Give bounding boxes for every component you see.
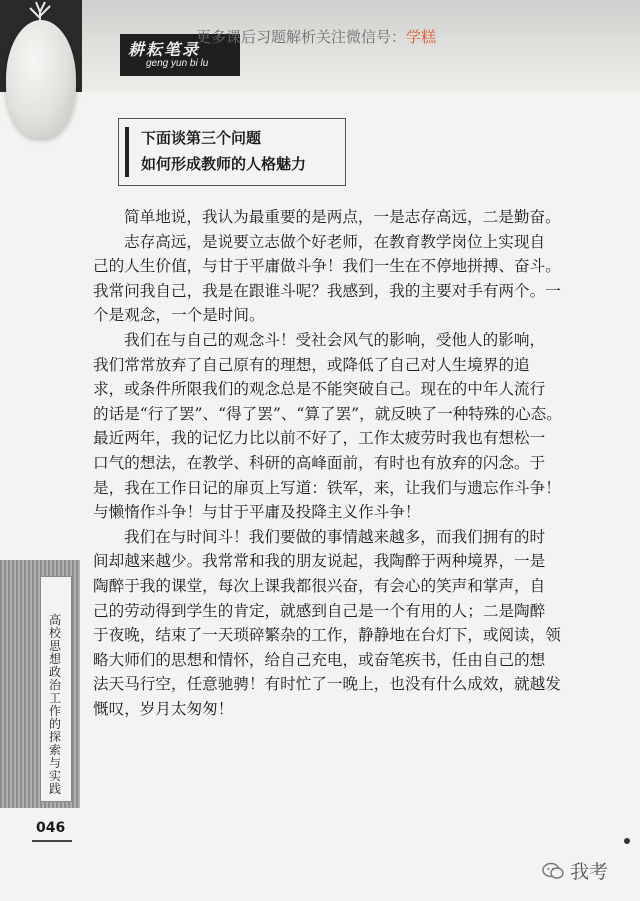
body-line: 法天马行空，任意驰骋！有时忙了一晚上，也没有什么成效，就越发 (93, 675, 561, 694)
body-line: 志存高远，是说要立志做个好老师，在教育教学岗位上实现自 (124, 232, 546, 251)
watermark-text: 更多课后习题解析关注微信号： (196, 28, 407, 46)
watermark-notice (196, 26, 436, 47)
body-text (93, 205, 585, 721)
body-line: 我们在与自己的观念斗！受社会风气的影响，受他人的影响， (124, 330, 546, 349)
sidebar-book-title: 高校思想政治工作的探索与实践 (48, 613, 61, 796)
body-line: 最近两年，我的记忆力比以前不好了，工作太疲劳时我也有想松一 (93, 429, 546, 448)
body-line: 我常问我自己，我是在跟谁斗呢？我感到，我的主要对手有两个。一 (93, 281, 561, 300)
egg-illustration (6, 20, 76, 138)
body-line: 间却越来越少。我常常和我的朋友说起，我陶醉于两种境界，一是 (93, 552, 546, 571)
scan-speck (624, 838, 630, 844)
body-line: 个是观念，一个是时间。 (93, 306, 265, 325)
section-title-line2: 如何形成教师的人格魅力 (141, 155, 307, 173)
title-accent-bar (125, 127, 129, 177)
page-number-rule (32, 840, 72, 842)
body-line: 我们常常放弃了自己原有的理想，或降低了自己对人生境界的追 (93, 355, 530, 374)
logo-pinyin: geng yun bi lu (146, 58, 209, 69)
body-line: 与懒惰作斗争！与甘于平庸及投降主义作斗争！ (93, 503, 421, 522)
body-line: 己的人生价值，与甘于平庸做斗争！我们一生在不停地拼搏、奋斗。 (93, 257, 561, 276)
body-line: 简单地说，我认为最重要的是两点，一是志存高远，二是勤奋。 (124, 208, 561, 226)
watermark-account: 学糕 (406, 28, 437, 46)
body-line: 口气的想法，在教学、科研的高峰面前，有时也有放弃的闪念。于 (93, 453, 546, 472)
wechat-account-label: 我考 (570, 861, 609, 883)
wechat-icon (542, 862, 564, 880)
body-line: 是，我在工作日记的扉页上写道：铁军，来，让我们与遗忘作斗争！ (93, 478, 561, 497)
section-title-box (118, 118, 346, 186)
page-number: 046 (36, 820, 66, 836)
body-line: 陶醉于我的课堂，每次上课我都很兴奋，有会心的笑声和掌声，自 (93, 576, 546, 595)
body-line: 于夜晚，结束了一天琐碎繁杂的工作，静静地在台灯下，或阅读，领 (93, 626, 561, 645)
body-line: 略大师们的思想和情怀，给自己充电，或奋笔疾书，任由自己的想 (93, 650, 546, 669)
body-line: 我们在与时间斗！我们要做的事情越来越多，而我们拥有的时 (124, 527, 546, 546)
body-line: 求，或条件所限我们的观念总是不能突破自己。现在的中年人流行 (93, 380, 546, 399)
body-line: 慨叹，岁月太匆匆！ (93, 699, 234, 718)
logo-text: 耕耘笔录 (128, 40, 201, 59)
body-line: 己的劳动得到学生的肯定，就感到自己是一个有用的人；二是陶醉 (93, 601, 546, 620)
body-line: 的话是“行了罢”、“得了罢”、“算了罢”，就反映了一种特殊的心态。 (93, 404, 562, 423)
section-title-line1: 下面谈第三个问题 (141, 129, 262, 147)
